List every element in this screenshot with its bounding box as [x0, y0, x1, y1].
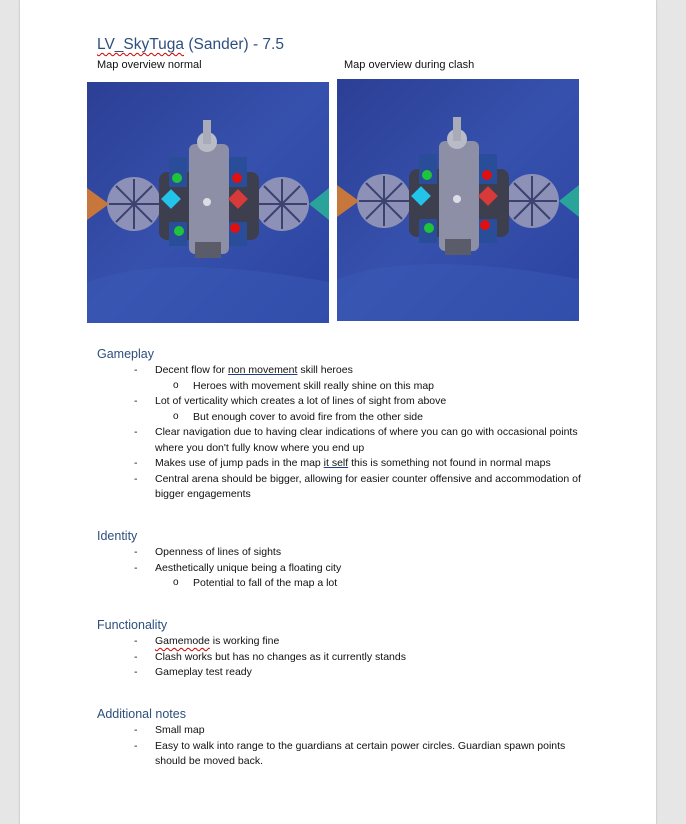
heading-functionality: Functionality [97, 618, 168, 632]
list-item: - Central arena should be bigger, allowing for easier counter offensive and accommodation of bigger engagements [126, 472, 586, 503]
list-item: - Openness of lines of sights [126, 545, 586, 561]
functionality-list [126, 634, 586, 681]
document-title [97, 36, 284, 54]
list-item: - Small map [126, 723, 586, 739]
list-subitem: o But enough cover to avoid fire from the other side [126, 410, 586, 426]
map-overview-clash-image [337, 79, 579, 321]
list-item: - Gameplay test ready [126, 665, 586, 681]
list-item: - Clash works but has no changes as it currently stands [126, 650, 586, 666]
title-underlined-part: LV_SkyTuga [97, 36, 185, 53]
caption-normal: Map overview normal [97, 59, 202, 71]
heading-identity: Identity [97, 529, 138, 543]
map-overview-normal-image [87, 82, 329, 323]
list-item: - Lot of verticality which creates a lot of lines of sight from above [126, 394, 586, 410]
heading-gameplay: Gameplay [97, 347, 154, 361]
heading-additional-notes: Additional notes [97, 707, 186, 721]
notes-list [126, 723, 586, 770]
list-item: - Aesthetically unique being a floating city [126, 561, 586, 577]
list-item: - Easy to walk into range to the guardians at certain power circles. Guardian spawn points should be moved back. [126, 739, 586, 770]
identity-list [126, 545, 586, 592]
caption-clash: Map overview during clash [344, 59, 475, 71]
title-rest: (Sander) - 7.5 [184, 36, 284, 53]
list-item: - Gamemode is working fine [126, 634, 586, 650]
list-item: - Makes use of jump pads in the map it self this is something not found in normal maps [126, 456, 586, 472]
list-item: - Clear navigation due to having clear indications of where you can go with occasional points where you don't fully know where you end up [126, 425, 586, 456]
gameplay-list [126, 363, 586, 503]
list-subitem: o Heroes with movement skill really shine on this map [126, 379, 586, 395]
document-page [20, 0, 656, 824]
list-subitem: o Potential to fall of the map a lot [126, 576, 586, 592]
list-item: - Decent flow for non movement skill heroes [126, 363, 586, 379]
